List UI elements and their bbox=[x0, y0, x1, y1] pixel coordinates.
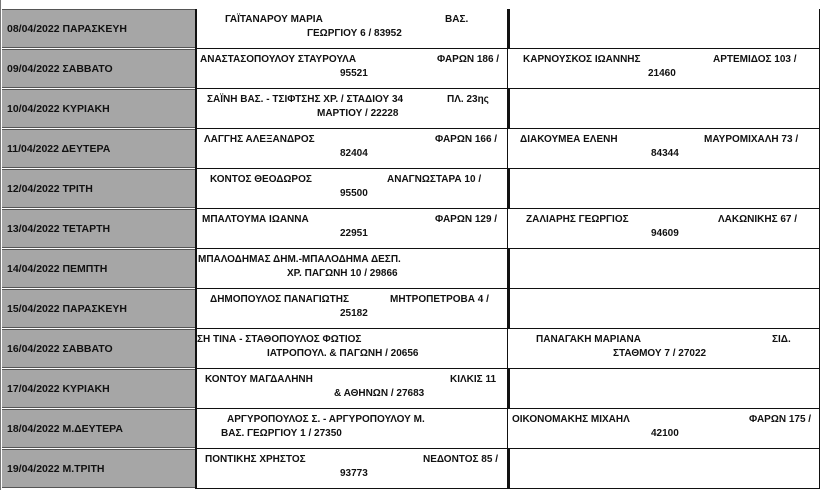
pharmacy-address-line2: 21460 bbox=[648, 68, 676, 79]
pharmacy-address-line2: 93773 bbox=[340, 468, 368, 479]
pharmacy-address-line2: 42100 bbox=[651, 428, 679, 439]
pharmacy-street: ΚΙΛΚΙΣ 11 bbox=[450, 374, 497, 385]
pharmacy-street: ΦΑΡΩΝ 175 / bbox=[749, 414, 812, 425]
date-cell: 09/04/2022 ΣΑΒΒΑΤΟ bbox=[2, 49, 195, 88]
pharmacy-street: ΑΝΑΓΝΩΣΤΑΡΑ 10 / bbox=[387, 174, 482, 185]
pharmacy-street: ΠΛ. 23ης bbox=[447, 94, 489, 105]
duty-row bbox=[0, 249, 829, 289]
pharmacy-street: ΛΑΚΩΝΙΚΗΣ 67 / bbox=[718, 214, 798, 225]
pharmacist-name: ΓΑΪΤΑΝΑΡΟΥ ΜΑΡΙΑ bbox=[225, 14, 323, 25]
pharmacy-cell-2 bbox=[508, 249, 820, 289]
date-cell: 11/04/2022 ΔΕΥΤΕΡΑ bbox=[2, 129, 195, 168]
pharmacy-cell-1 bbox=[195, 449, 508, 489]
duty-row bbox=[0, 289, 829, 329]
pharmacy-address-line2: 22951 bbox=[340, 228, 368, 239]
date-cell: 18/04/2022 Μ.ΔΕΥΤΕΡΑ bbox=[2, 409, 195, 448]
pharmacy-address-line2: 84344 bbox=[651, 148, 679, 159]
pharmacy-cell-1 bbox=[195, 409, 508, 449]
pharmacy-cell-2 bbox=[508, 9, 820, 49]
duty-row bbox=[0, 449, 829, 489]
pharmacy-cell-2 bbox=[508, 209, 820, 249]
pharmacist-name: ΔΗΜΟΠΟΥΛΟΣ ΠΑΝΑΓΙΩΤΗΣ bbox=[210, 294, 349, 305]
pharmacy-street: ΦΑΡΩΝ 186 / bbox=[437, 54, 500, 65]
duty-row bbox=[0, 89, 829, 129]
pharmacy-cell-2 bbox=[508, 449, 820, 489]
pharmacy-street: ΜΑΥΡΟΜΙΧΑΛΗ 73 / bbox=[704, 134, 799, 145]
date-cell: 19/04/2022 Μ.ΤΡΙΤΗ bbox=[2, 449, 195, 488]
duty-row bbox=[0, 49, 829, 89]
duty-row bbox=[0, 129, 829, 169]
pharmacist-name: ΚΟΝΤΟΣ ΘΕΟΔΩΡΟΣ bbox=[210, 174, 312, 185]
date-cell: 10/04/2022 ΚΥΡΙΑΚΗ bbox=[2, 89, 195, 128]
pharmacy-cell-2 bbox=[508, 89, 820, 129]
pharmacist-name: ΑΡΓΥΡΟΠΟΥΛΟΣ Σ. - ΑΡΓΥΡΟΠΟΥΛΟΥ Μ. bbox=[227, 414, 425, 425]
pharmacy-cell-2 bbox=[508, 409, 820, 449]
pharmacy-address-line2: ΒΑΣ. ΓΕΩΡΓΙΟΥ 1 / 27350 bbox=[221, 428, 342, 439]
date-cell: 13/04/2022 ΤΕΤΑΡΤΗ bbox=[2, 209, 195, 248]
pharmacy-cell-2 bbox=[508, 169, 820, 209]
pharmacist-name: ΚΟΝΤΟΥ ΜΑΓΔΑΛΗΝΗ bbox=[205, 374, 313, 385]
duty-row bbox=[0, 9, 829, 49]
pharmacy-address-line2: 25182 bbox=[340, 308, 368, 319]
pharmacy-cell-1 bbox=[195, 209, 508, 249]
duty-row bbox=[0, 329, 829, 369]
pharmacy-cell-1 bbox=[195, 89, 508, 129]
pharmacy-cell-1 bbox=[195, 289, 508, 329]
pharmacy-address-line2: ΜΑΡΤΙΟΥ / 22228 bbox=[317, 108, 399, 119]
pharmacy-cell-1 bbox=[195, 9, 508, 49]
pharmacy-cell-1 bbox=[195, 369, 508, 409]
pharmacy-cell-2 bbox=[508, 289, 820, 329]
pharmacy-street: ΦΑΡΩΝ 129 / bbox=[435, 214, 498, 225]
pharmacy-street: ΒΑΣ. bbox=[445, 14, 469, 25]
pharmacy-street: ΝΕΔΟΝΤΟΣ 85 / bbox=[423, 454, 498, 465]
pharmacy-cell-2 bbox=[508, 369, 820, 409]
date-cell: 12/04/2022 ΤΡΙΤΗ bbox=[2, 169, 195, 208]
duty-row bbox=[0, 369, 829, 409]
date-cell: 16/04/2022 ΣΑΒΒΑΤΟ bbox=[2, 329, 195, 368]
duty-row bbox=[0, 409, 829, 449]
pharmacy-cell-2 bbox=[508, 129, 820, 169]
pharmacist-name: ΚΑΡΝΟΥΣΚΟΣ ΙΩΑΝΝΗΣ bbox=[523, 54, 641, 65]
pharmacy-cell-2 bbox=[508, 49, 820, 89]
pharmacy-street: ΦΑΡΩΝ 166 / bbox=[435, 134, 498, 145]
pharmacy-cell-1 bbox=[195, 169, 508, 209]
date-cell: 17/04/2022 ΚΥΡΙΑΚΗ bbox=[2, 369, 195, 408]
pharmacy-cell-1 bbox=[195, 49, 508, 89]
pharmacy-cell-2 bbox=[508, 329, 820, 369]
pharmacist-name: ΔΙΑΚΟΥΜΕΑ ΕΛΕΝΗ bbox=[520, 134, 618, 145]
pharmacy-cell-1 bbox=[195, 249, 508, 289]
pharmacy-cell-1 bbox=[195, 329, 508, 369]
pharmacy-address-line2: ΧΡ. ΠΑΓΩΝΗ 10 / 29866 bbox=[287, 268, 398, 279]
pharmacy-address-line2: ΣΤΑΘΜΟΥ 7 / 27022 bbox=[613, 348, 707, 359]
pharmacist-name: ΠΟΝΤΙΚΗΣ ΧΡΗΣΤΟΣ bbox=[205, 454, 306, 465]
date-cell: 14/04/2022 ΠΕΜΠΤΗ bbox=[2, 249, 195, 288]
pharmacist-name: ΟΙΚΟΝΟΜΑΚΗΣ ΜΙΧΑΗΛ bbox=[512, 414, 630, 425]
pharmacist-name: ΖΑΛΙΑΡΗΣ ΓΕΩΡΓΙΟΣ bbox=[526, 214, 629, 225]
pharmacy-address-line2: 82404 bbox=[340, 148, 368, 159]
pharmacy-cell-1 bbox=[195, 129, 508, 169]
pharmacist-name: ΜΠΑΛΤΟΥΜΑ ΙΩΑΝΝΑ bbox=[202, 214, 309, 225]
date-cell: 08/04/2022 ΠΑΡΑΣΚΕΥΗ bbox=[2, 9, 195, 48]
pharmacy-address-line2: ΙΑΤΡΟΠΟΥΛ. & ΠΑΓΩΝΗ / 20656 bbox=[267, 348, 419, 359]
pharmacy-address-line2: 95521 bbox=[340, 68, 368, 79]
pharmacy-address-line2: ΓΕΩΡΓΙΟΥ 6 / 83952 bbox=[307, 28, 402, 39]
pharmacy-address-line2: 95500 bbox=[340, 188, 368, 199]
pharmacy-street: ΜΗΤΡΟΠΕΤΡΟΒΑ 4 / bbox=[390, 294, 489, 305]
pharmacist-name: ΜΠΑΛΟΔΗΜΑΣ ΔΗΜ.-ΜΠΑΛΟΔΗΜΑ ΔΕΣΠ. bbox=[198, 254, 401, 265]
pharmacy-street: ΣΙΔ. bbox=[772, 334, 791, 345]
pharmacist-name: ΠΑΝΑΓΑΚΗ ΜΑΡΙΑΝΑ bbox=[536, 334, 641, 345]
pharmacist-name: ΑΝΑΣΤΑΣΟΠΟΥΛΟΥ ΣΤΑΥΡΟΥΛΑ bbox=[200, 54, 357, 65]
date-cell: 15/04/2022 ΠΑΡΑΣΚΕΥΗ bbox=[2, 289, 195, 328]
pharmacist-name: ΣΗ ΤΙΝΑ - ΣΤΑΘΟΠΟΥΛΟΣ ΦΩΤΙΟΣ bbox=[197, 334, 362, 345]
pharmacist-name: ΛΑΓΓΗΣ ΑΛΕΞΑΝΔΡΟΣ bbox=[204, 134, 315, 145]
pharmacy-street: ΑΡΤΕΜΙΔΟΣ 103 / bbox=[713, 54, 797, 65]
pharmacy-address-line2: & ΑΘΗΝΩΝ / 27683 bbox=[334, 388, 425, 399]
pharmacist-name: ΣΑΪΝΗ ΒΑΣ. - ΤΣΙΦΤΣΗΣ ΧΡ. / ΣΤΑΔΙΟΥ 34 bbox=[207, 94, 404, 105]
pharmacy-address-line2: 94609 bbox=[651, 228, 679, 239]
duty-row bbox=[0, 169, 829, 209]
duty-row bbox=[0, 209, 829, 249]
